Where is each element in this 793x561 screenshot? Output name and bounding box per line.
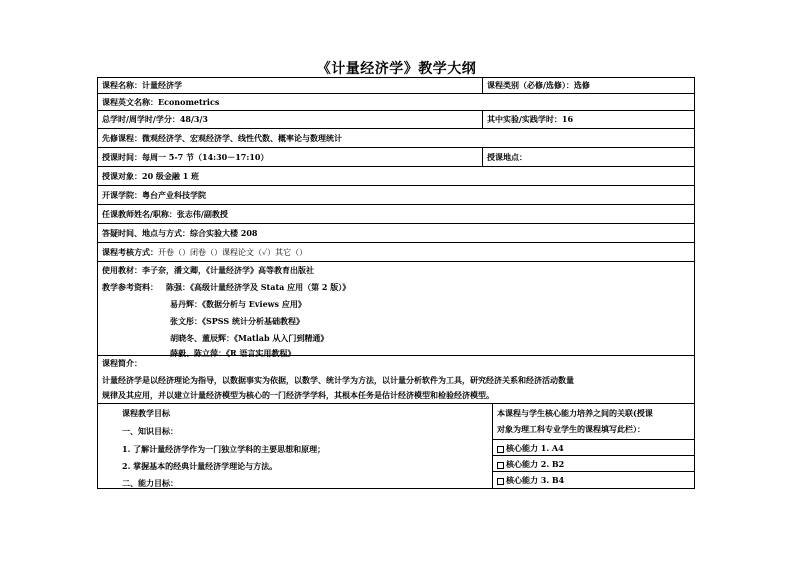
reference-label: 教学参考资料： bbox=[102, 282, 158, 292]
checkbox-icon bbox=[497, 446, 504, 453]
divider bbox=[493, 455, 695, 456]
reference-item: 陈强：《高级计量经济学及 Stata 应用（第 2 版）》 bbox=[166, 282, 351, 292]
assessment-label: 课程考核方式： bbox=[102, 246, 158, 257]
english-name: 课程英文名称：Econometrics bbox=[102, 96, 220, 107]
teaching-goals bbox=[98, 404, 492, 488]
goal-item: 2. 掌握基本的经典计量经济学理论与方法。 bbox=[122, 461, 278, 471]
checkbox-icon bbox=[497, 462, 504, 469]
row-class-time bbox=[98, 148, 694, 167]
syllabus-table bbox=[97, 77, 695, 489]
row-hours bbox=[98, 111, 694, 129]
competency-item: 核心能力 2. B2 bbox=[497, 459, 564, 470]
assessment-options: 开卷（）闭卷（）课程论文（✓）其它（） bbox=[158, 247, 308, 257]
row-prerequisites bbox=[98, 129, 694, 148]
textbook: 使用教材：李子奈，潘文卿，《计量经济学》高等教育出版社 bbox=[102, 265, 314, 275]
row-course-name bbox=[98, 78, 694, 94]
row-materials bbox=[98, 262, 694, 356]
competency-heading: 对象为理工科专业学生的课程填写此栏）： bbox=[497, 424, 645, 434]
prerequisites: 先修课程：微观经济学、宏观经济学、线性代数、概率论与数理统计 bbox=[102, 132, 342, 143]
lab-hours: 其中实验/实践学时：16 bbox=[482, 111, 694, 128]
goals-heading: 课程教学目标 bbox=[122, 408, 170, 418]
row-teacher bbox=[98, 205, 694, 224]
assessment bbox=[98, 243, 694, 261]
audience: 授课对象：20 级金融 1 班 bbox=[102, 170, 200, 181]
knowledge-goals: 一、知识目标： bbox=[122, 426, 178, 436]
row-office-hours bbox=[98, 224, 694, 243]
competency-heading: 本课程与学生核心能力培养之间的关联(授课 bbox=[497, 408, 653, 418]
goal-item: 1. 了解计量经济学作为一门独立学科的主要思想和原理； bbox=[122, 444, 326, 454]
row-college bbox=[98, 186, 694, 205]
office-hours: 答疑时间、地点与方式：综合实验大楼 208 bbox=[102, 227, 258, 238]
page-title: 《计量经济学》教学大纲 bbox=[316, 61, 477, 77]
course-category: 课程类别（必修/选修）：选修 bbox=[482, 78, 694, 93]
row-english-name bbox=[98, 94, 694, 111]
row-intro bbox=[98, 356, 694, 404]
row-goals bbox=[98, 404, 694, 488]
college: 开课学院：粤台产业科技学院 bbox=[102, 189, 206, 200]
class-time: 授课时间：每周一 5-7 节（14:30－17:10） bbox=[102, 151, 269, 162]
divider bbox=[493, 439, 695, 440]
competency-item: 核心能力 1. A4 bbox=[497, 443, 564, 454]
reference-item: 易丹辉：《数据分析与 Eviews 应用》 bbox=[170, 299, 306, 309]
class-place: 授课地点： bbox=[482, 148, 694, 166]
checkbox-icon bbox=[497, 478, 504, 485]
row-assessment bbox=[98, 243, 694, 262]
hours: 总学时/周学时/学分：48/3/3 bbox=[102, 114, 208, 124]
intro-text: 计量经济学是以经济理论为指导，以数据事实为依据，以数学、统计学为方法，以计量分析软件为工具，研究经济关系和经济活动数量 bbox=[102, 375, 574, 385]
reference-item: 张文彤：《SPSS 统计分析基础教程》 bbox=[170, 316, 304, 326]
intro-text: 规律及其应用，并以建立计量经济模型为核心的一门经济学学科，其根本任务是估计经济模型和检验经济模型。 bbox=[102, 390, 494, 400]
row-audience bbox=[98, 167, 694, 186]
reference-item: 薛毅、陈立萍：《R 语言实用教程》 bbox=[170, 348, 296, 358]
teacher: 任课教师姓名/职称：张志伟/副教授 bbox=[102, 208, 228, 219]
course-name: 课程名称：计量经济学 bbox=[102, 80, 182, 90]
competency-item: 核心能力 3. B4 bbox=[497, 475, 564, 486]
competency-panel bbox=[492, 404, 695, 488]
intro-label: 课程简介： bbox=[102, 358, 142, 368]
reference-item: 胡晓冬、董辰辉：《Matlab 从入门到精通》 bbox=[170, 333, 329, 343]
ability-goals: 二、能力目标： bbox=[122, 478, 178, 488]
divider bbox=[493, 471, 695, 472]
